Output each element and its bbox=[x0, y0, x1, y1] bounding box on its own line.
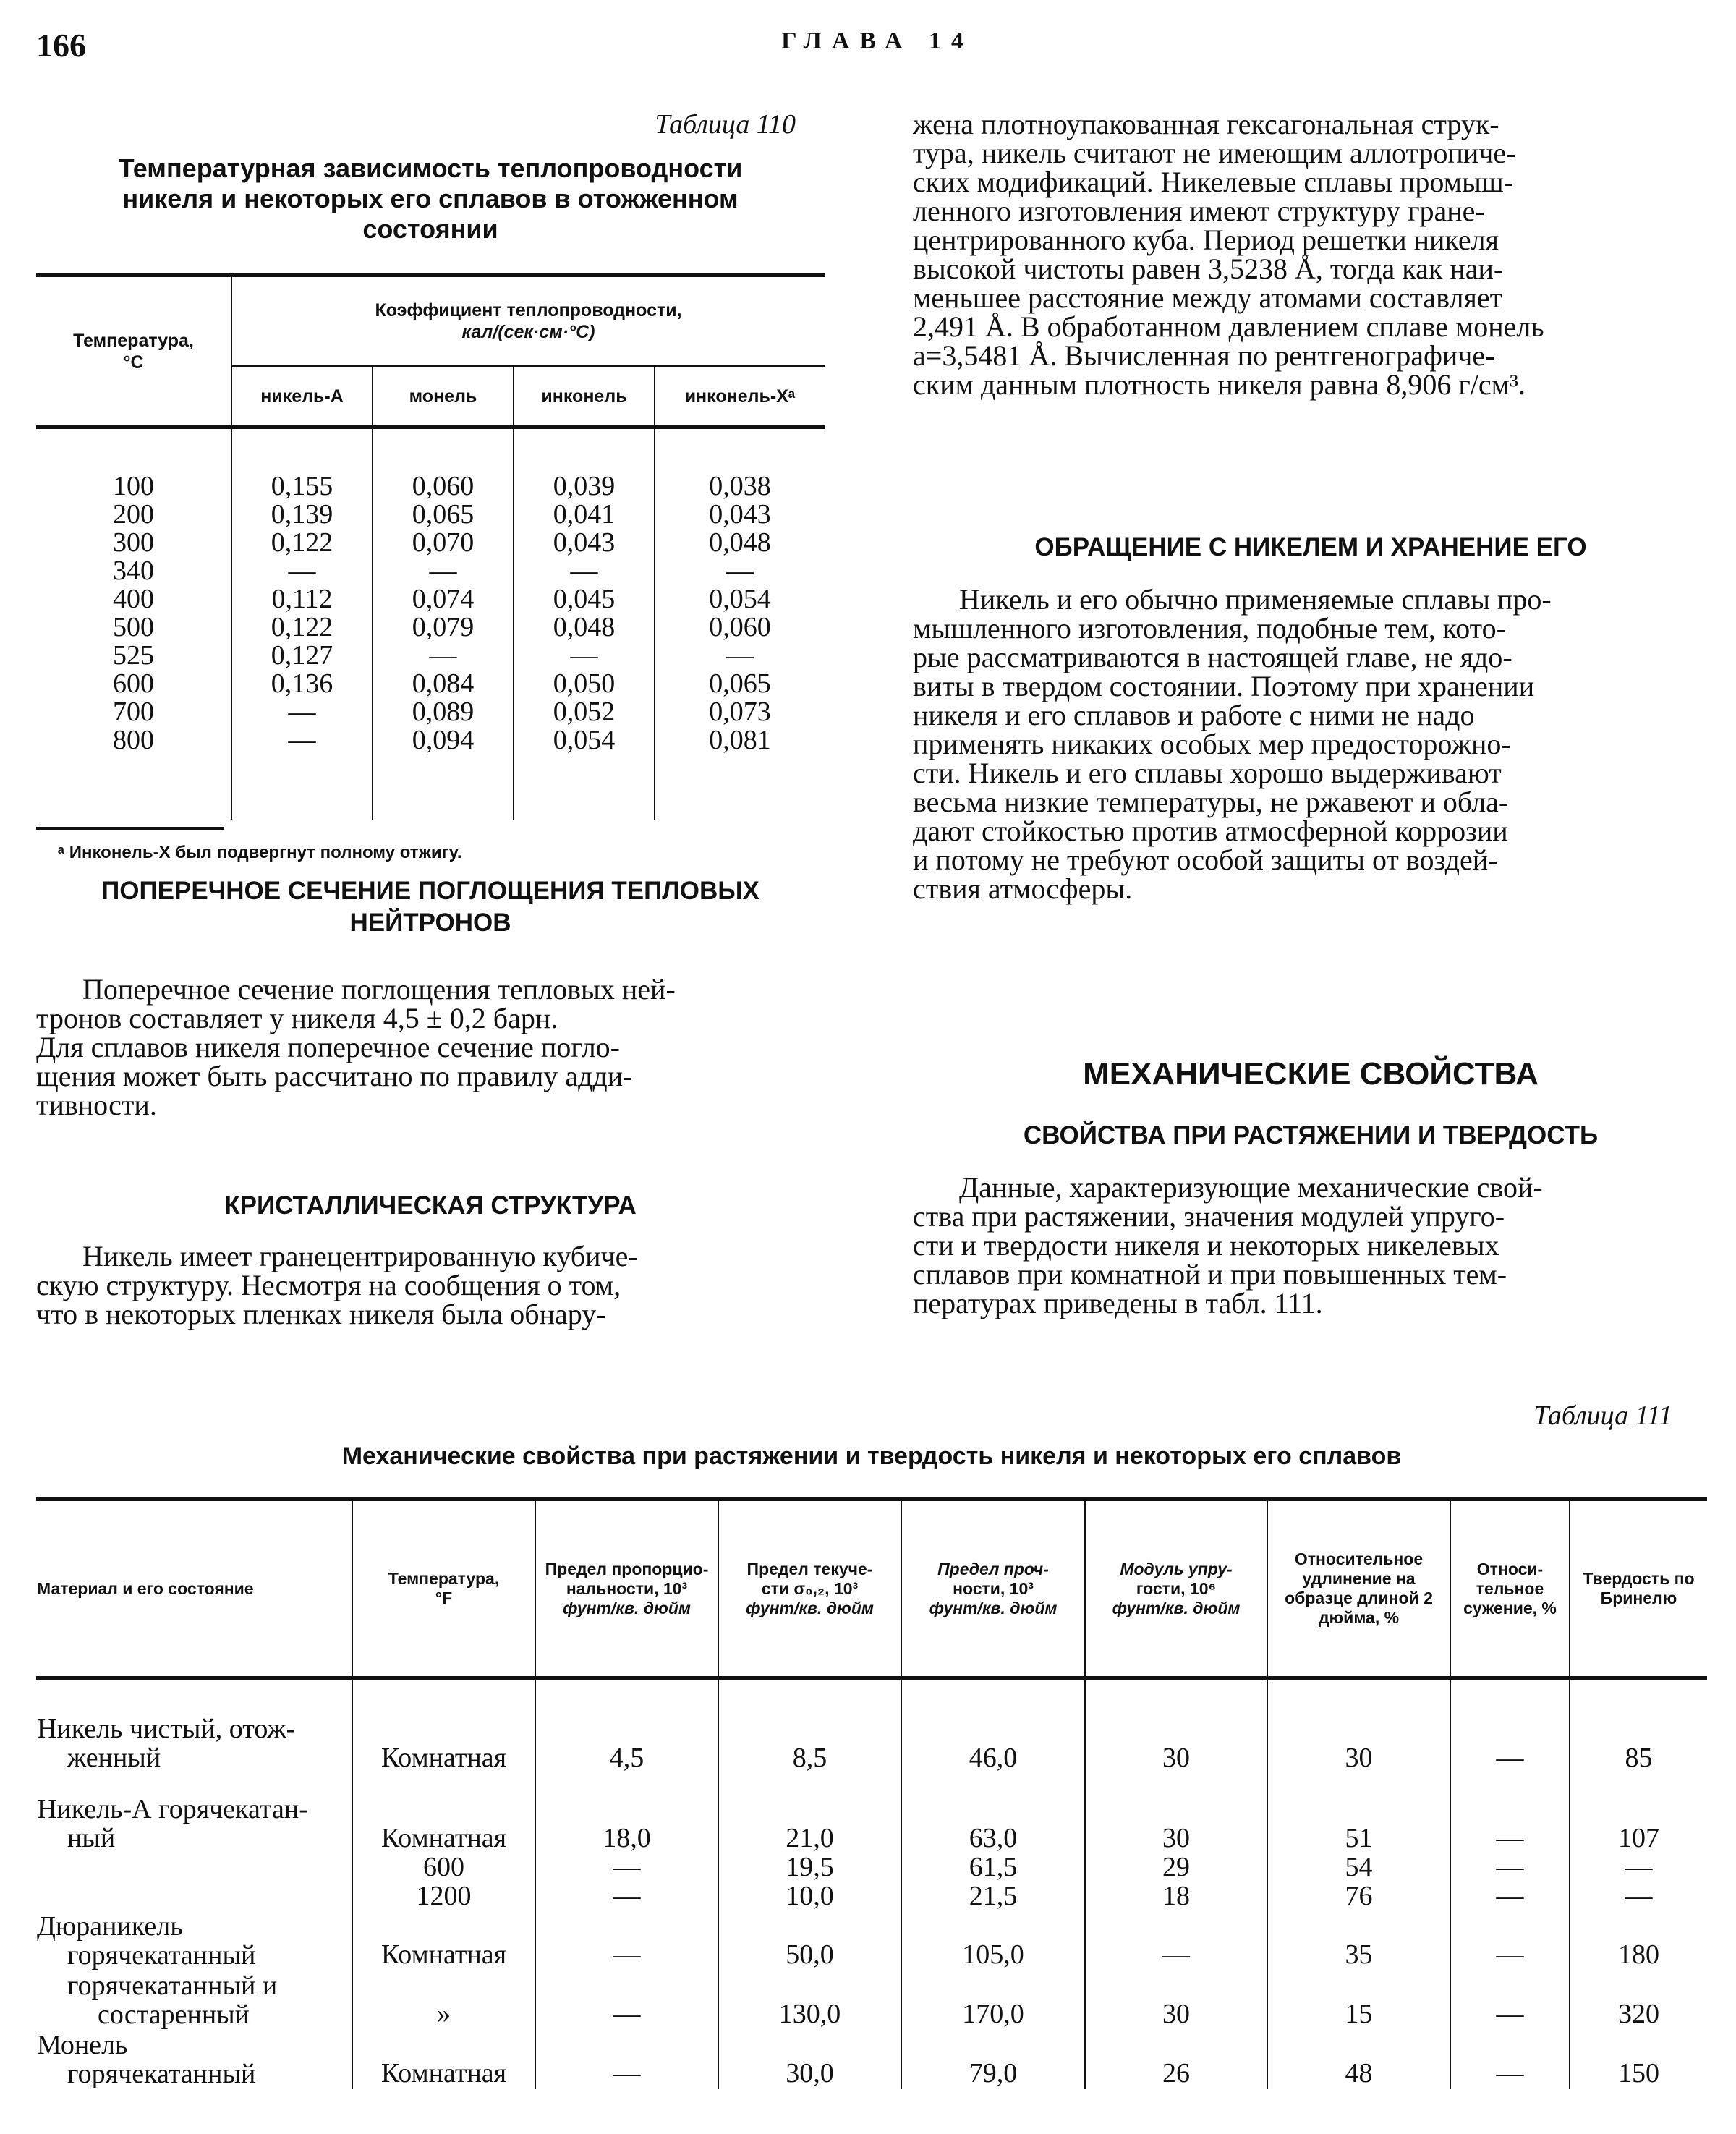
cell: 18 bbox=[1162, 1881, 1190, 1911]
para-line: скую структуру. Несмотря на сообщения о том, bbox=[36, 1269, 621, 1301]
cell: — bbox=[1496, 1852, 1524, 1882]
para-line: тронов составляет у никеля 4,5 ± 0,2 барн. bbox=[36, 1002, 558, 1034]
cell: 0,089 bbox=[412, 697, 475, 727]
para-line: Для сплавов никеля поперечное сечение погло- bbox=[36, 1031, 620, 1063]
para-line: центрированного куба. Период решетки никеля bbox=[913, 224, 1499, 256]
cell: 0,122 bbox=[271, 527, 333, 558]
col-header-brinell-hardness bbox=[1570, 1501, 1707, 1678]
cell: 600 bbox=[113, 668, 154, 699]
para-line: ским данным плотность никеля равна 8,906 г/см³. bbox=[913, 368, 1526, 401]
cell: 18,0 bbox=[603, 1823, 651, 1853]
para-line: рые рассматриваются в настоящей главе, не ядо- bbox=[913, 641, 1512, 673]
cell: — bbox=[1496, 1823, 1524, 1853]
cell: 0,060 bbox=[709, 612, 771, 642]
table-111-label-wrap bbox=[913, 1400, 1672, 1432]
material-line: состаренный bbox=[98, 1999, 250, 2030]
table-row bbox=[36, 2030, 1707, 2089]
table-111-label: Таблица 111 bbox=[1533, 1400, 1672, 1431]
para-line: сплавов при комнатной и при повышенных тем- bbox=[913, 1258, 1507, 1291]
cell-stack bbox=[1570, 1773, 1707, 1911]
cell: 180 bbox=[1570, 1911, 1707, 1971]
header-unit: фунт/кв. дюйм bbox=[563, 1598, 691, 1617]
col-header-reduction-of-area bbox=[1450, 1501, 1570, 1678]
header-line: Температура, bbox=[73, 330, 194, 351]
table-row bbox=[36, 1911, 1707, 1971]
cell: 21,0 bbox=[786, 1823, 834, 1853]
temperature-cell: » bbox=[352, 1971, 535, 2030]
cell: — bbox=[1450, 1680, 1570, 1773]
header-unit: фунт/кв. дюйм bbox=[1112, 1598, 1241, 1617]
section-neutron-absorption bbox=[36, 875, 825, 1120]
cell: — bbox=[613, 1852, 641, 1882]
header-line: ности, 10³ bbox=[953, 1578, 1034, 1598]
col-header-elastic-modulus bbox=[1085, 1501, 1267, 1678]
col-header-proportional-limit bbox=[535, 1501, 718, 1678]
header-line: Температура, bbox=[388, 1569, 500, 1588]
material-line: горячекатанный и bbox=[67, 1971, 278, 2001]
title-line: Температурная зависимость теплопроводности bbox=[118, 153, 743, 183]
section-paragraph bbox=[913, 1173, 1709, 1318]
material-line: Монель bbox=[37, 2030, 128, 2060]
header-line: Предел проч- bbox=[937, 1559, 1049, 1578]
material-line: горячекатанный bbox=[67, 1940, 256, 1971]
para-line: Данные, характеризующие механические свой- bbox=[959, 1171, 1543, 1204]
col-header-tensile-strength bbox=[901, 1501, 1085, 1678]
header-line: Относи-тельное bbox=[1476, 1559, 1544, 1598]
cell: 0,127 bbox=[271, 640, 333, 671]
cell: 107 bbox=[1618, 1823, 1659, 1853]
para-line: a=3,5481 Å. Вычисленная по рентгенографиче- bbox=[913, 339, 1495, 372]
cell: 26 bbox=[1085, 2030, 1267, 2089]
footnote-rule bbox=[36, 827, 224, 830]
para-line: пературах приведены в табл. 111. bbox=[913, 1287, 1323, 1319]
cell: — bbox=[1085, 1911, 1267, 1971]
cell: 0,054 bbox=[553, 725, 616, 755]
material-cell bbox=[36, 2030, 352, 2089]
cell: 100 bbox=[113, 471, 154, 501]
crystal-structure-continuation bbox=[913, 110, 1709, 399]
cell: — bbox=[1625, 1881, 1653, 1911]
section-mechanical-properties bbox=[913, 1056, 1709, 1318]
section-heading bbox=[36, 875, 825, 939]
cell: 525 bbox=[113, 640, 154, 671]
material-line: женный bbox=[67, 1743, 161, 1773]
cell: 10,0 bbox=[786, 1881, 834, 1911]
running-head: ГЛАВА 14 bbox=[781, 27, 974, 54]
cell: 0,073 bbox=[709, 697, 771, 727]
cell: — bbox=[429, 556, 457, 586]
cell: — bbox=[535, 1971, 718, 2030]
header-line: Твердость по bbox=[1583, 1569, 1695, 1588]
cell: 0,065 bbox=[412, 499, 475, 530]
cell: 0,084 bbox=[412, 668, 475, 699]
para-line: что в некоторых пленках никеля была обнару- bbox=[36, 1298, 606, 1330]
col-header-temperature bbox=[352, 1501, 535, 1678]
cell: 61,5 bbox=[969, 1852, 1018, 1882]
cell: — bbox=[288, 697, 316, 727]
para-line: и потому не требуют особой защиты от воздей- bbox=[913, 843, 1498, 876]
col-header-material bbox=[36, 1501, 352, 1678]
material-cell bbox=[36, 1773, 352, 1911]
header-line: Предел текуче- bbox=[746, 1559, 873, 1578]
table-110-label: Таблица 110 bbox=[655, 109, 796, 140]
cell: 19,5 bbox=[786, 1852, 834, 1882]
table-110-block bbox=[36, 109, 825, 863]
cell: — bbox=[1625, 1852, 1653, 1882]
header-line: Относительное удлинение на bbox=[1294, 1550, 1424, 1588]
cell: 79,0 bbox=[901, 2030, 1085, 2089]
temperature-cell bbox=[352, 1773, 535, 1911]
header-unit: фунт/кв. дюйм bbox=[929, 1598, 1058, 1617]
temperature-cell: Комнатная bbox=[352, 1911, 535, 1971]
temperature-cell: Комнатная bbox=[352, 1680, 535, 1773]
cell: 0,039 bbox=[553, 471, 616, 501]
header-line: Бринелю bbox=[1600, 1589, 1677, 1607]
cell: — bbox=[726, 556, 754, 586]
cell-stack bbox=[901, 1773, 1085, 1911]
header-line: гости, 10⁶ bbox=[1136, 1578, 1217, 1598]
monel-column bbox=[373, 429, 514, 820]
chapter-section-heading: МЕХАНИЧЕСКИЕ СВОЙСТВА bbox=[1083, 1056, 1539, 1092]
inconel-x-column bbox=[655, 429, 825, 820]
heading-line: НЕЙТРОНОВ bbox=[349, 909, 511, 937]
header-line: кал/(сек·см·°С) bbox=[461, 322, 595, 342]
para-line: Никель имеет гранецентрированную кубиче- bbox=[82, 1240, 638, 1272]
table-110-title bbox=[36, 153, 825, 245]
cell: 0,070 bbox=[412, 527, 475, 558]
header-line: Модуль упру- bbox=[1120, 1559, 1233, 1578]
para-line: ствия атмосферы. bbox=[913, 872, 1133, 905]
temperature-cell: Комнатная bbox=[352, 2030, 535, 2089]
cell: 76 bbox=[1345, 1881, 1373, 1911]
cell: 0,054 bbox=[709, 584, 771, 614]
cell: — bbox=[288, 556, 316, 586]
para-line: сти. Никель и его сплавы хорошо выдерживают bbox=[913, 757, 1502, 789]
material-line: горячекатанный bbox=[67, 2059, 256, 2089]
cell: 0,048 bbox=[553, 612, 616, 642]
para-line: виты в твердом состоянии. Поэтому при хранении bbox=[913, 670, 1535, 702]
para-line: 2,491 Å. В обработанном давлением сплаве монель bbox=[913, 310, 1544, 343]
header-line: °C bbox=[123, 352, 144, 373]
cell: — bbox=[613, 1881, 641, 1911]
para-line: ленного изготовления имеют структуру гране- bbox=[913, 195, 1485, 227]
cell: 130,0 bbox=[718, 1971, 901, 2030]
col-header-yield-strength bbox=[718, 1501, 901, 1678]
para-line: ских модификаций. Никелевые сплавы промыш- bbox=[913, 166, 1513, 198]
cell: — bbox=[288, 725, 316, 755]
cell: — bbox=[570, 640, 598, 671]
cell: 0,094 bbox=[412, 725, 475, 755]
para-line: меньшее расстояние между атомами составляет bbox=[913, 281, 1503, 314]
col-header-inconel-x: инконель-Xᵃ bbox=[655, 367, 825, 428]
para-line: Никель и его обычно применяемые сплавы про- bbox=[959, 583, 1552, 616]
cell: 0,079 bbox=[412, 612, 475, 642]
section-heading: ОБРАЩЕНИЕ С НИКЕЛЕМ И ХРАНЕНИЕ ЕГО bbox=[1034, 533, 1587, 561]
subsection-heading: СВОЙСТВА ПРИ РАСТЯЖЕНИИ И ТВЕРДОСТЬ bbox=[1023, 1121, 1599, 1149]
para-line: жена плотноупакованная гексагональная струк- bbox=[913, 108, 1499, 140]
cell: 0,048 bbox=[709, 527, 771, 558]
para-line: высокой чистоты равен 3,5238 Å, тогда как наи- bbox=[913, 252, 1504, 285]
table-row bbox=[36, 1773, 1707, 1911]
material-line: Никель-А горячекатан- bbox=[37, 1794, 308, 1824]
cell: — bbox=[1450, 1971, 1570, 2030]
material-line: Дюраникель bbox=[37, 1911, 183, 1942]
cell: 54 bbox=[1345, 1852, 1373, 1882]
table-111-title-wrap bbox=[36, 1441, 1707, 1471]
cell: 29 bbox=[1162, 1852, 1190, 1882]
para-line: ства при растяжении, значения модулей упруго- bbox=[913, 1200, 1505, 1233]
cell: 150 bbox=[1570, 2030, 1707, 2089]
cell: 30 bbox=[1085, 1971, 1267, 2030]
header-line: сти σ₀,₂, 10³ bbox=[761, 1578, 859, 1598]
cell: 30 bbox=[1267, 1680, 1450, 1773]
para-line: щения может быть рассчитано по правилу адди- bbox=[36, 1060, 633, 1092]
title-line: никеля и некоторых его сплавов в отожженном bbox=[122, 184, 739, 213]
cell: — bbox=[535, 2030, 718, 2089]
cell: 8,5 bbox=[718, 1680, 901, 1773]
material-cell bbox=[36, 1911, 352, 1971]
cell: Комнатная bbox=[380, 1823, 507, 1853]
nickel-a-column bbox=[231, 429, 373, 820]
col-header-temperature bbox=[36, 277, 231, 428]
para-line: тура, никель считают не имеющим аллотропиче- bbox=[913, 137, 1516, 169]
cell: 30 bbox=[1162, 1823, 1190, 1853]
temperature-column bbox=[36, 429, 231, 820]
cell: 105,0 bbox=[901, 1911, 1085, 1971]
material-cell bbox=[36, 1680, 352, 1773]
para-line: дают стойкостью против атмосферной коррозии bbox=[913, 815, 1508, 847]
cell: 21,5 bbox=[969, 1881, 1018, 1911]
cell: 0,050 bbox=[553, 668, 616, 699]
cell: 51 bbox=[1345, 1823, 1373, 1853]
col-header-monel: монель bbox=[373, 367, 514, 428]
para-line: тивности. bbox=[36, 1089, 157, 1121]
cell: — bbox=[1450, 1911, 1570, 1971]
header-line: сужение, % bbox=[1463, 1598, 1557, 1617]
header-line: °F bbox=[435, 1589, 453, 1607]
section-crystal-structure bbox=[36, 1190, 825, 1329]
cell: 0,052 bbox=[553, 697, 616, 727]
cell: 30 bbox=[1085, 1680, 1267, 1773]
cell: 0,038 bbox=[709, 471, 771, 501]
cell: 0,074 bbox=[412, 584, 475, 614]
cell: 0,136 bbox=[271, 668, 333, 699]
cell: — bbox=[1496, 1881, 1524, 1911]
cell: 0,112 bbox=[271, 584, 333, 614]
cell: 320 bbox=[1570, 1971, 1707, 2030]
section-paragraph bbox=[36, 1242, 825, 1329]
cell-stack bbox=[718, 1773, 901, 1911]
cell: 400 bbox=[113, 584, 154, 614]
cell: 0,060 bbox=[412, 471, 475, 501]
cell: 300 bbox=[113, 527, 154, 558]
para-line: Поперечное сечение поглощения тепловых ней- bbox=[82, 973, 676, 1006]
header-line: Предел пропорцио- bbox=[545, 1559, 709, 1578]
table-111-block bbox=[36, 1497, 1707, 2089]
cell: 0,043 bbox=[709, 499, 771, 530]
header-line: Коэффициент теплопроводности, bbox=[375, 300, 682, 320]
cell: 35 bbox=[1267, 1911, 1450, 1971]
cell: 50,0 bbox=[718, 1911, 901, 1971]
table-row bbox=[36, 1971, 1707, 2030]
cell: 0,065 bbox=[709, 668, 771, 699]
cell: — bbox=[1450, 2030, 1570, 2089]
cell-stack bbox=[1085, 1773, 1267, 1911]
page-number: 166 bbox=[36, 27, 86, 64]
cell: 0,155 bbox=[271, 471, 333, 501]
cell: 85 bbox=[1570, 1680, 1707, 1773]
heading-line: ПОПЕРЕЧНОЕ СЕЧЕНИЕ ПОГЛОЩЕНИЯ ТЕПЛОВЫХ bbox=[101, 877, 760, 905]
section-handling-storage bbox=[913, 532, 1709, 904]
header-line: образце длиной 2 дюйма, % bbox=[1285, 1589, 1433, 1627]
inconel-column bbox=[514, 429, 655, 820]
cell: 1200 bbox=[416, 1881, 472, 1911]
cell: 200 bbox=[113, 499, 154, 530]
material-line: ный bbox=[67, 1823, 116, 1853]
cell: 0,122 bbox=[271, 612, 333, 642]
para-line: применять никаких особых мер предосторожно- bbox=[913, 728, 1511, 760]
cell: 0,081 bbox=[709, 725, 771, 755]
material-line: Никель чистый, отож- bbox=[37, 1714, 296, 1744]
cell: 15 bbox=[1267, 1971, 1450, 2030]
cell: 0,139 bbox=[271, 499, 333, 530]
cell: 340 bbox=[113, 556, 154, 586]
cell: 46,0 bbox=[901, 1680, 1085, 1773]
cell: 48 bbox=[1267, 2030, 1450, 2089]
header-unit: фунт/кв. дюйм bbox=[746, 1598, 874, 1617]
para-line: весьма низкие температуры, не ржавеют и обла- bbox=[913, 786, 1509, 818]
cell: — bbox=[726, 640, 754, 671]
cell-stack bbox=[535, 1773, 718, 1911]
cell: 0,043 bbox=[553, 527, 616, 558]
section-paragraph bbox=[36, 975, 825, 1120]
cell: — bbox=[429, 640, 457, 671]
cell-stack bbox=[1450, 1773, 1570, 1911]
title-line: состоянии bbox=[362, 214, 498, 244]
cell: — bbox=[570, 556, 598, 586]
cell: 30,0 bbox=[718, 2030, 901, 2089]
col-group-header bbox=[231, 277, 825, 367]
col-header-nickel-a: никель-А bbox=[231, 367, 373, 428]
table-111 bbox=[36, 1501, 1707, 2089]
section-paragraph bbox=[913, 585, 1709, 904]
cell: 4,5 bbox=[535, 1680, 718, 1773]
cell: 500 bbox=[113, 612, 154, 642]
header-line: Материал и его состояние bbox=[37, 1578, 254, 1598]
cell: 0,041 bbox=[553, 499, 616, 530]
cell: 170,0 bbox=[901, 1971, 1085, 2030]
col-header-elongation bbox=[1267, 1501, 1450, 1678]
para-line: мышленного изготовления, подобные тем, кото- bbox=[913, 612, 1506, 645]
table-110-footnote: ᵃ Инконель-X был подвергнут полному отжигу. bbox=[58, 843, 462, 862]
table-row bbox=[36, 1680, 1707, 1773]
cell: 800 bbox=[113, 725, 154, 755]
cell: 700 bbox=[113, 697, 154, 727]
para-line: сти и твердости никеля и некоторых никелевых bbox=[913, 1229, 1499, 1262]
cell: 0,045 bbox=[553, 584, 616, 614]
section-heading: КРИСТАЛЛИЧЕСКАЯ СТРУКТУРА bbox=[224, 1191, 637, 1220]
col-header-inconel: инконель bbox=[514, 367, 655, 428]
header-line: нальности, 10³ bbox=[566, 1578, 688, 1598]
cell: — bbox=[535, 1911, 718, 1971]
cell: 600 bbox=[423, 1852, 464, 1882]
cell: 63,0 bbox=[969, 1823, 1018, 1853]
cell-stack bbox=[1267, 1773, 1450, 1911]
table-111-title: Механические свойства при растяжении и твердость никеля и некоторых его сплавов bbox=[341, 1442, 1402, 1470]
material-cell bbox=[36, 1971, 352, 2030]
table-110 bbox=[36, 277, 825, 820]
para-line: никеля и его сплавов и работе с ними не надо bbox=[913, 699, 1475, 731]
